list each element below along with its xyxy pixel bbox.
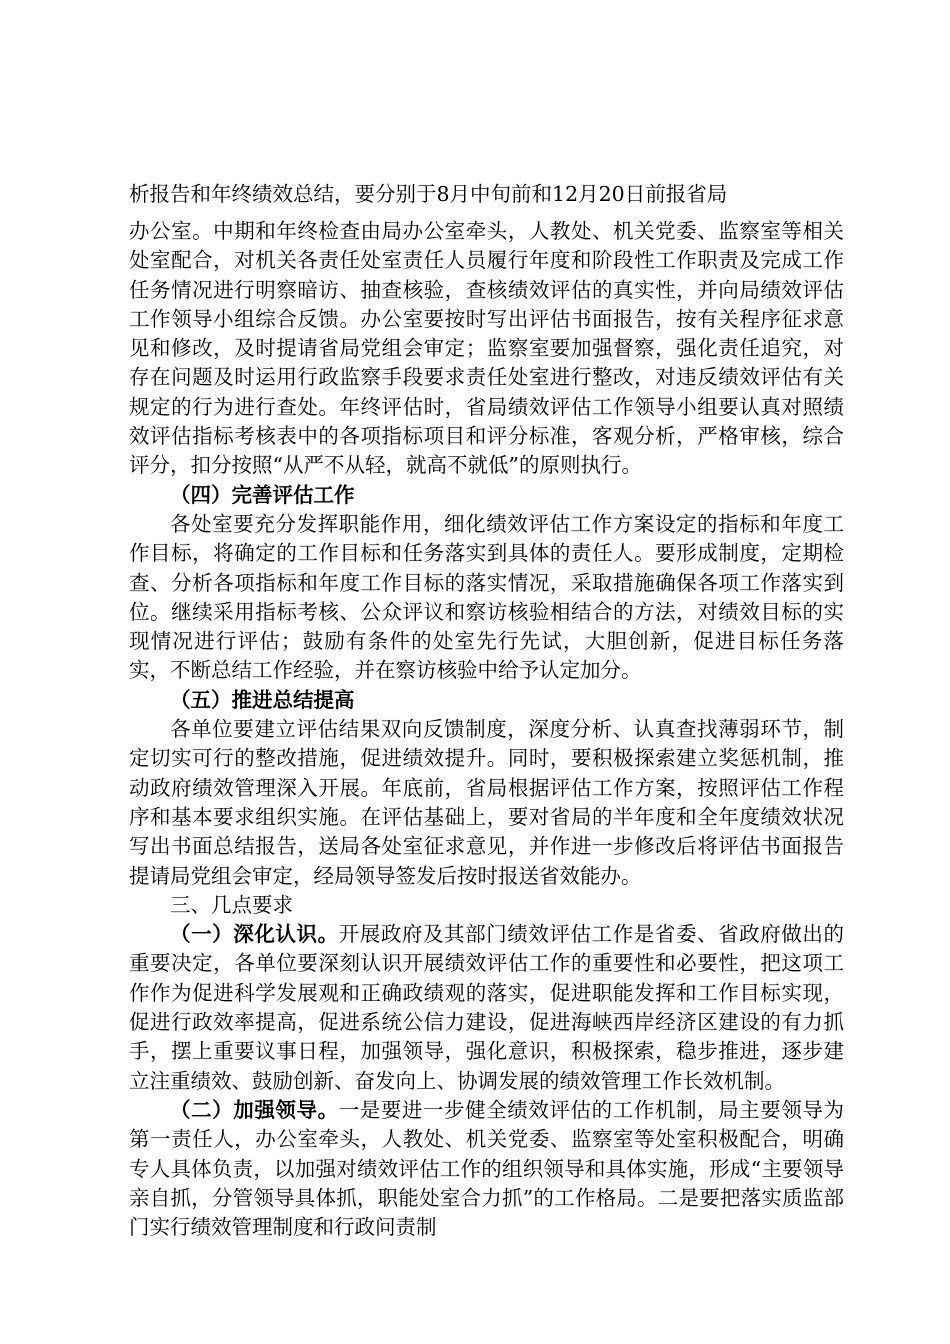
paragraph-summary: 各单位要建立评估结果双向反馈制度，深度分析、认真查找薄弱环节，制定切实可行的整改措施，促进绩效提升。同时，要积极探索建立奖惩机制，推动政府绩效管理深入开展。年底前，省局根据评估工作方案，按照评估工作程序和基本要求组织实施。在评估基础上，要对省局的半年度和全年度绩效状况写出书面总结报告，送局各处室征求意见，并作进一步修改后将评估书面报告提请局党组会审定，经局领导签发后按时报送省效能办。 bbox=[129, 717, 844, 888]
requirement-2-body: 一是要进一步健全绩效评估的工作机制，局主要领导为第一责任人，办公室牵头，人教处、机关党委、监察室等处室积极配合，明确专人具体负责，以加强对绩效评估工作的组织领导和具体实施，形成“主要领导亲自抓，分管领导具体抓，职能处室合力抓”的工作格局。二是要把落实质监部门实行绩效管理制度和行政问责制 bbox=[129, 1097, 845, 1240]
section-heading-summary: （五）推进总结提高 bbox=[170, 687, 355, 712]
paragraph-requirement-2 bbox=[129, 1096, 844, 1242]
requirement-1-body: 开展政府及其部门绩效评估工作是省委、省政府做出的重要决定，各单位要深刻认识开展绩效评估工作的重要性和必要性，把这项工作作为促进科学发展观和正确政绩观的落实，促进职能发挥和工作目标实现，促进行政效率提高，促进系统公信力建设，促进海峡西岸经济区建设的有力抓手，摆上重要议事日程，加强领导，强化意识，积极探索，稳步推进，逐步建立注重绩效、鼓励创新、奋发向上、协调发展的绩效管理工作长效机制。 bbox=[129, 922, 845, 1093]
paragraph-improve-evaluation: 各处室要充分发挥职能作用，细化绩效评估工作方案设定的指标和年度工作目标，将确定的工作目标和任务落实到具体的责任人。要形成制度，定期检查、分析各项指标和年度工作目标的落实情况，采取措施确保各项工作落实到位。继续采用指标考核、公众评议和察访核验相结合的方法，对绩效目标的实现情况进行评估；鼓励有条件的处室先行先试，大胆创新，促进目标任务落实，不断总结工作经验，并在察访核验中给予认定加分。 bbox=[129, 511, 844, 683]
section-heading-requirements: 三、几点要求 bbox=[170, 892, 293, 917]
document-body bbox=[129, 217, 844, 1242]
requirement-1-lead: （一）深化认识。 bbox=[170, 922, 339, 947]
continued-line: 析报告和年终绩效总结，要分别于8月中旬前和12月20日前报省局 bbox=[129, 182, 728, 206]
requirement-2-lead: （二）加强领导。 bbox=[170, 1097, 339, 1122]
section-heading-improve-evaluation: （四）完善评估工作 bbox=[170, 482, 355, 507]
paragraph-requirement-1 bbox=[129, 920, 844, 1096]
paragraph-inspection: 办公室。中期和年终检查由局办公室牵头，人教处、机关党委、监察室等相关处室配合，对机关各责任处室责任人员履行年度和阶段性工作职责及完成工作任务情况进行明察暗访、抽查核验，查核绩效评估的真实性，并向局绩效评估工作领导小组综合反馈。办公室要按时写出评估书面报告，按有关程序征求意见和修改，及时提请省局党组会审定；监察室要加强督察，强化责任追究，对存在问题及时运用行政监察手段要求责任处室进行整改，对违反绩效评估有关规定的行为进行查处。年终评估时，省局绩效评估工作领导小组要认真对照绩效评估指标考核表中的各项指标项目和评分标准，客观分析，严格审核，综合评分，扣分按照“从严不从轻，就高不就低”的原则执行。 bbox=[129, 219, 844, 478]
